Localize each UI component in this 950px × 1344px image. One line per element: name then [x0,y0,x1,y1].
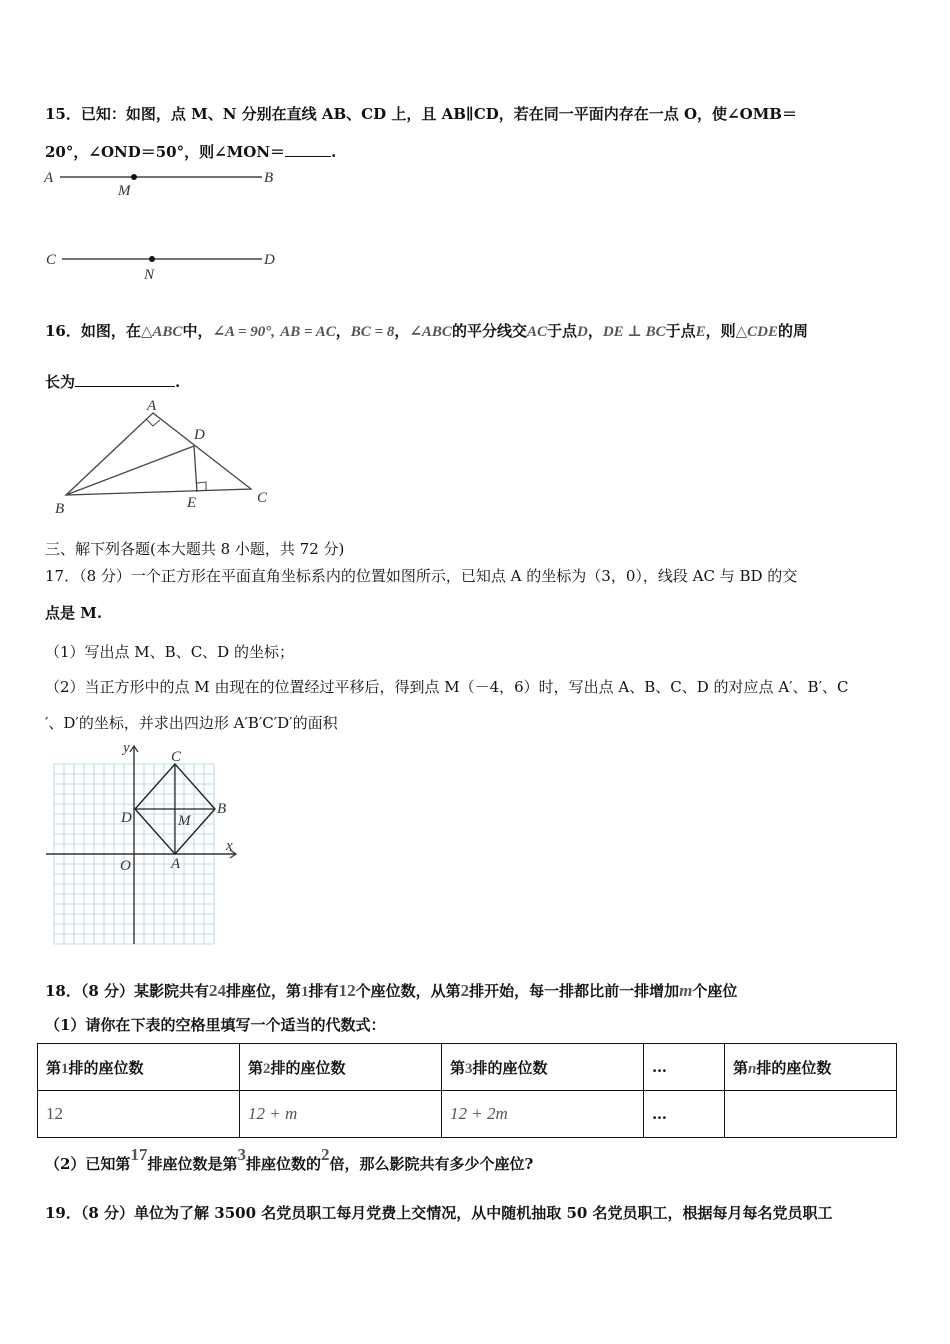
table-header-cell: 第1排的座位数 [38,1044,240,1091]
q15-answer-blank [285,142,331,157]
q16-zhong: 中， [182,322,213,340]
q16-line1 [45,320,808,341]
table-header-cell: 第n排的座位数 [725,1044,897,1091]
q18-line1 [45,980,737,1001]
q17-part2b: ′、D′的坐标，并求出四边形 A′B′C′D′的面积 [45,714,338,732]
q18-part2-n17: 17 [130,1145,148,1164]
q16-line2 [45,371,180,392]
q18-m: m [679,981,693,1000]
q15-line1: 15．已知：如图，点 M、N 分别在直线 AB、CD 上，且 AB∥CD，若在同一平面内存在一点 O，使∠OMB＝ [45,105,797,123]
q18-p1: 18．（8 分）某影院共有 [45,982,210,1000]
q18-p5: 排开始，每一排都比前一排增加 [469,982,680,1000]
q16-d: D [576,324,588,340]
q16-comma2: ， [394,322,410,340]
q15-line2-text: 20°，∠OND＝50°，则∠MON＝ [45,143,286,161]
q16-de-bc: DE ⊥ BC [602,324,666,340]
label-m: M [118,183,131,199]
q16-answer-blank [75,372,175,387]
q16-ac: AC [526,324,547,340]
q16-comma1: ， [335,322,351,340]
label-e: E [187,495,197,511]
q16-ab-ac: AB = AC [280,324,336,340]
q17-line2: 点是 M. [45,604,103,622]
table-value-cell: … [644,1091,725,1138]
q18-part2-n2: 2 [320,1145,330,1164]
q16-line2-end: . [175,373,181,391]
q18-part1: （1）请你在下表的空格里填写一个适当的代数式： [45,1016,386,1034]
table-value-cell: 12 [38,1091,240,1138]
table-header-cell: 第2排的座位数 [240,1044,442,1091]
table-header-cell: … [644,1044,725,1091]
bisector-bd [66,446,194,495]
label-c: C [171,749,182,765]
label-n: N [144,267,155,283]
q18-part2-d: 倍，那么影院共有多少个座位? [329,1155,534,1173]
table-value-cell [725,1091,897,1138]
label-a: A [44,170,54,186]
q18-part2-n3: 3 [237,1145,246,1164]
q19-line1: 19．（8 分）单位为了解 3500 名党员职工每月党费上交情况，从中随机抽取 50 名党员职工，根据每月每名党员职工 [45,1204,833,1222]
q16-yudian2: 于点 [665,322,696,340]
q18-part2 [45,1145,534,1174]
q18-p6: 个座位 [692,982,738,1000]
q15-line2 [45,141,336,162]
q16-tri-abc: △ABC [140,324,183,340]
q16-figure [45,395,285,520]
q18-n12: 12 [338,981,356,1000]
q18-n24: 24 [209,981,227,1000]
table-value-cell: 12 + 2m [442,1091,644,1138]
q15-figure [40,166,290,286]
right-angle-e [197,482,206,491]
label-c: C [257,490,268,506]
q16-num: 16．如图，在 [45,322,141,340]
table-value-cell: 12 + m [240,1091,442,1138]
q16-angle-abc: ∠ABC [409,324,452,340]
label-d: D [264,252,275,268]
q18-n1: 1 [301,984,309,1000]
q18-n2: 2 [460,981,470,1000]
label-b: B [264,170,274,186]
q18-part2-a: （2）已知第 [45,1155,131,1173]
point-m [131,174,137,180]
q15-line2-end: . [331,143,337,161]
q18-p4: 个座位数，从第 [355,982,461,1000]
section3-heading: 三、解下列各题(本大题共 8 小题，共 72 分) [45,540,345,558]
label-b: B [55,501,65,517]
q16-angle-a: ∠A = 90°, [212,324,275,340]
label-d: D [121,810,132,826]
label-a: A [147,398,157,414]
table-value-row [38,1091,897,1138]
q16-line2-text: 长为 [45,373,76,391]
q18-p2: 排座位，第 [226,982,302,1000]
q16-ze: ，则 [705,322,736,340]
label-x: x [226,838,233,854]
label-y: y [123,740,130,756]
right-angle-a [146,419,160,426]
q17-grid-figure [42,738,242,948]
table-header-cell: 第3排的座位数 [442,1044,644,1091]
label-b: B [217,801,227,817]
table-header-row [38,1044,897,1091]
q17-part1: （1）写出点 M、B、C、D 的坐标； [45,643,294,661]
label-d: D [194,427,205,443]
q16-tri-cde: △CDE [735,324,779,340]
q16-de-zhou: 的周 [778,322,809,340]
label-a: A [171,856,181,872]
triangle-abc [66,413,251,495]
q16-bisector: 的平分线交 [451,322,527,340]
label-o: O [120,858,131,874]
q18-part2-c: 排座位数的 [245,1155,321,1173]
q17-part2a: （2）当正方形中的点 M 由现在的位置经过平移后，得到点 M（－4，6）时，写出点 A、B、C、D 的对应点 A′、B′、C [45,678,849,696]
q16-e: E [695,324,706,340]
label-c: C [46,252,57,268]
q17-line1: 17．（8 分）一个正方形在平面直角坐标系内的位置如图所示，已知点 A 的坐标为（3，0），线段 AC 与 BD 的交 [45,567,798,585]
q18-p3: 排有 [308,982,339,1000]
q16-comma3: ， [587,322,603,340]
q16-yudian1: 于点 [546,322,577,340]
point-n [149,256,155,262]
segment-de [194,446,197,492]
q16-bc8: BC = 8 [350,324,395,340]
q18-seat-table [37,1043,897,1138]
q18-part2-b: 排座位数是第 [147,1155,238,1173]
label-m: M [178,813,191,829]
